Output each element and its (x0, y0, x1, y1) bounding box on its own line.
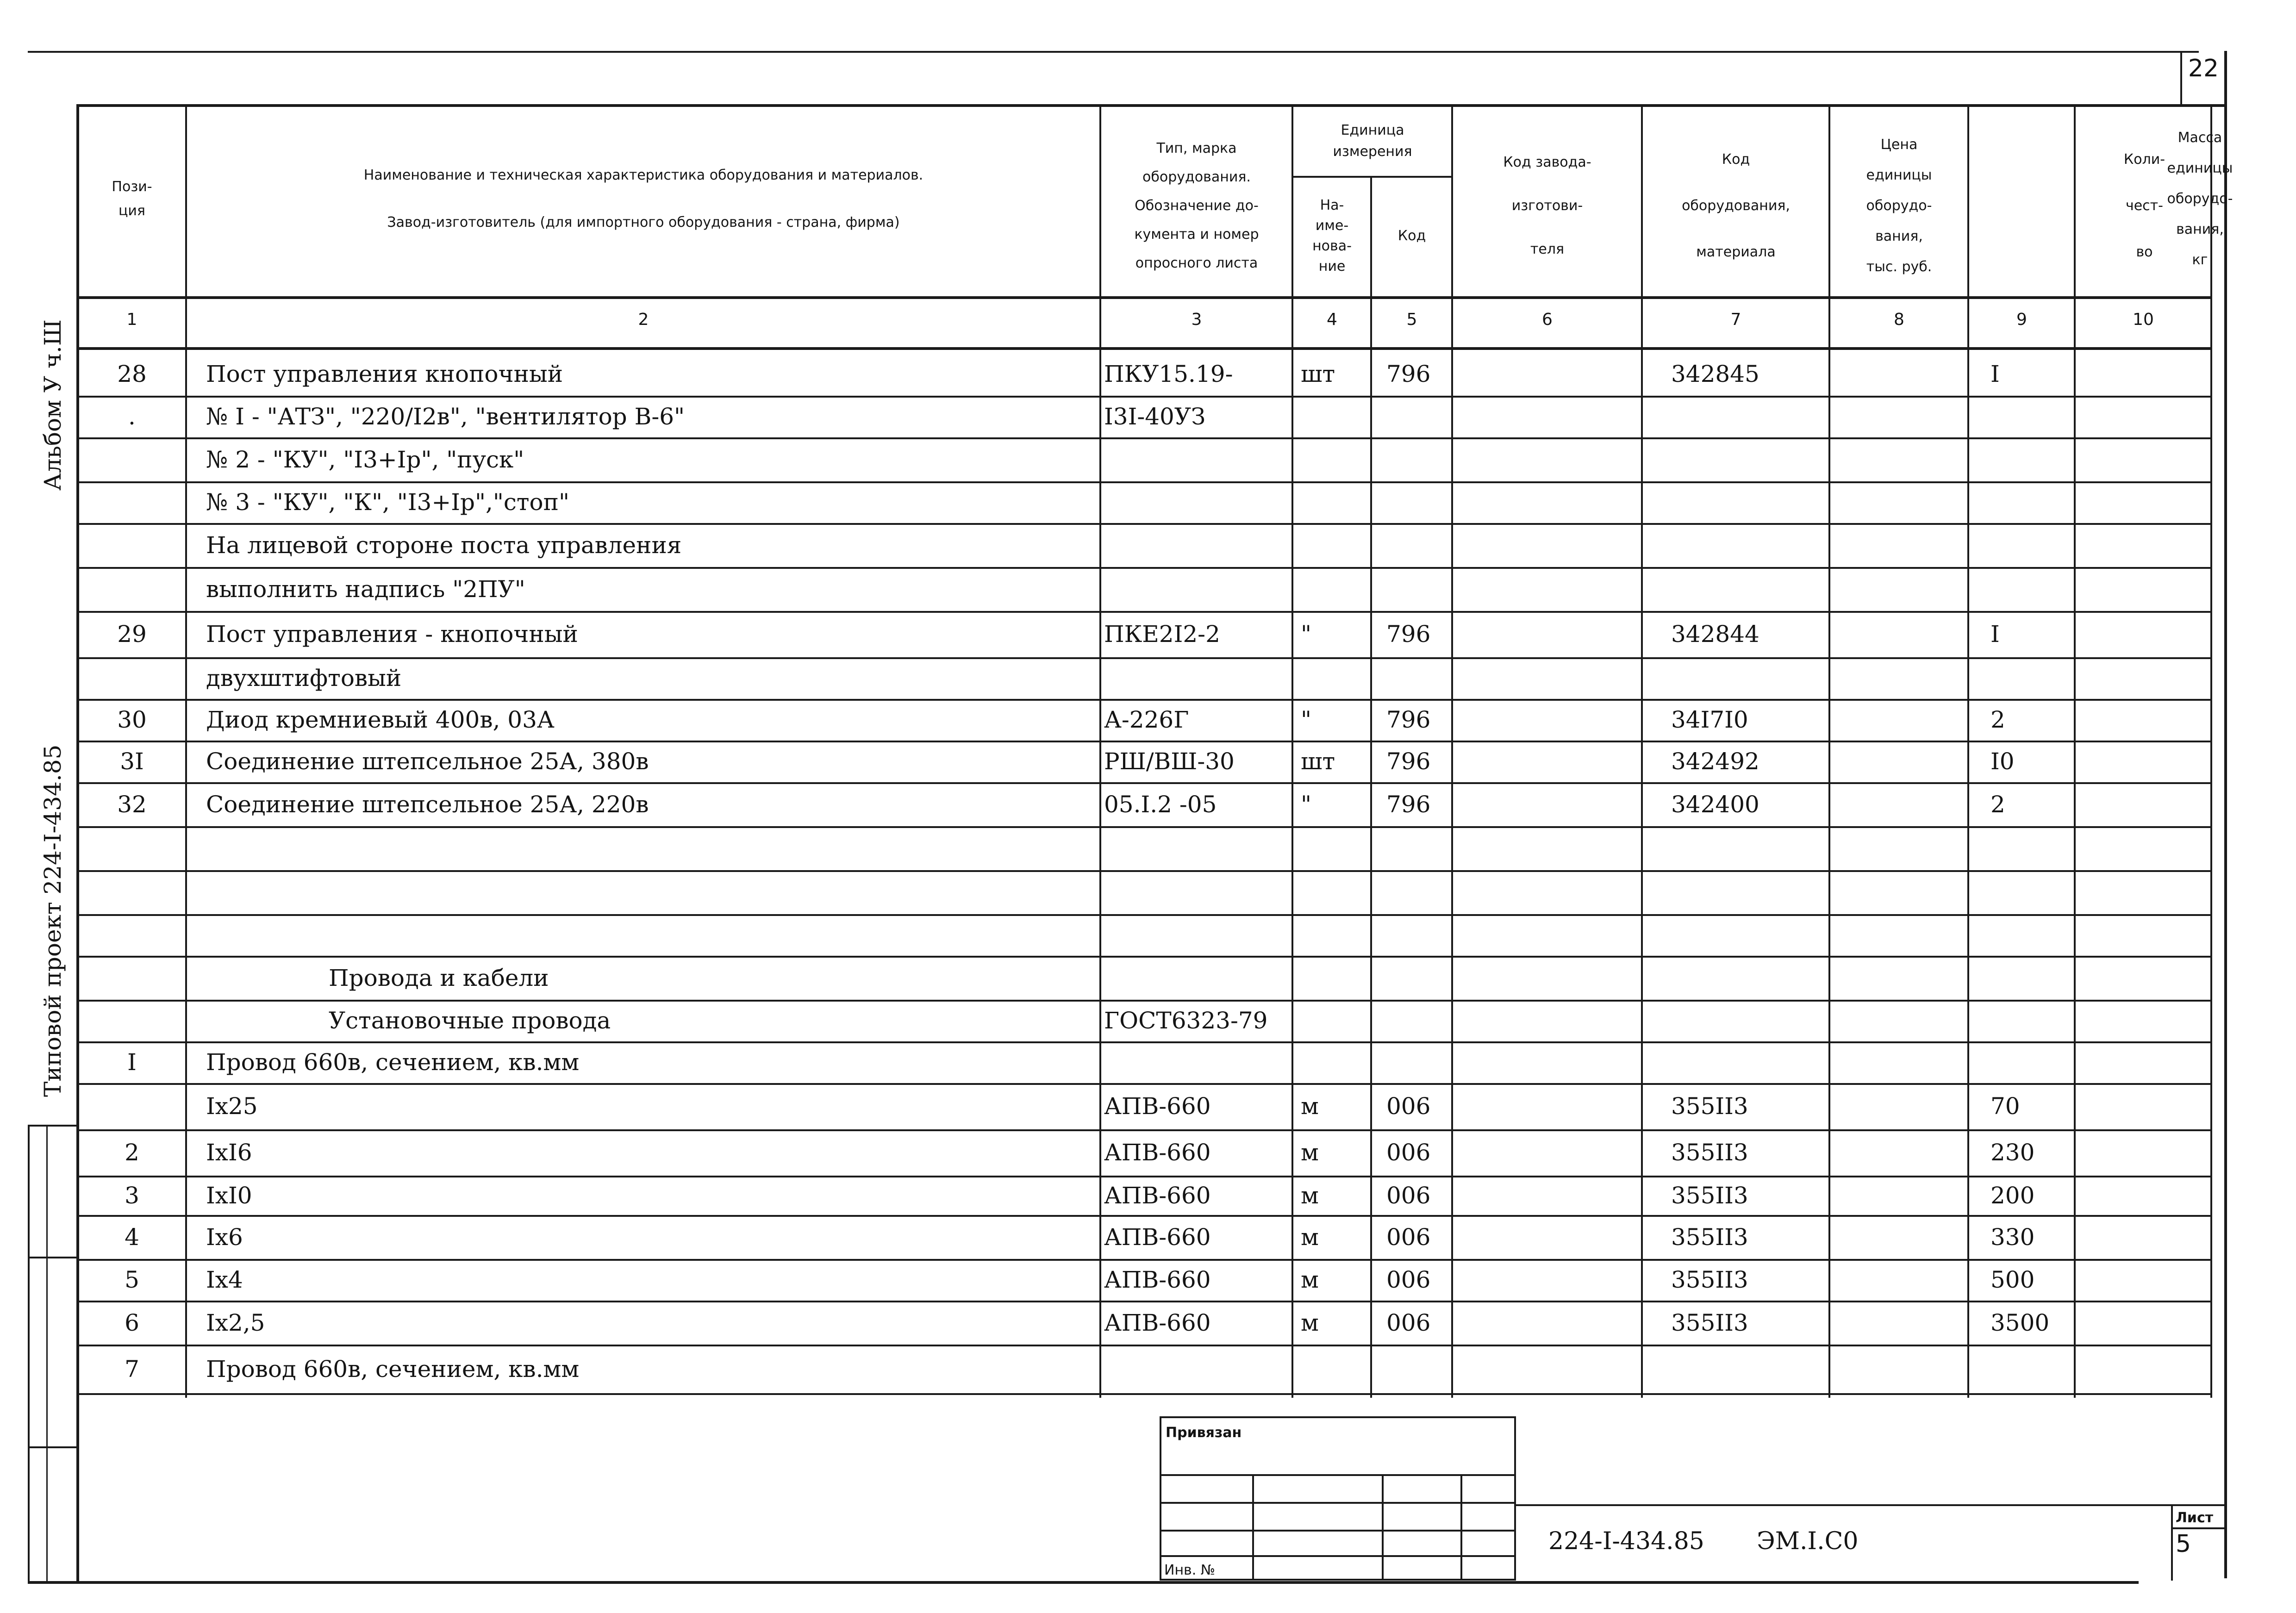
margin-stamp-line-2 (28, 1257, 76, 1258)
row-separator (76, 782, 2210, 784)
cell-name: Установочные провода (329, 1007, 611, 1034)
header-unit-name: На- име- нова- ние (1312, 197, 1352, 274)
cell-unit-name: шт (1301, 360, 1335, 387)
row-separator (76, 523, 2210, 525)
cell-type: РШ/ВШ-30 (1104, 748, 1235, 775)
stamp-doc-mark: ЭМ.I.С0 (1757, 1527, 1859, 1555)
row-separator (76, 567, 2210, 569)
cell-unit-code: 796 (1386, 706, 1431, 733)
cell-type: АПВ-660 (1104, 1223, 1211, 1251)
cell-position: I (127, 1049, 137, 1076)
col-number-10: 10 (2133, 310, 2154, 329)
cell-quantity: I (1990, 621, 2000, 648)
row-separator (76, 956, 2210, 958)
cell-unit-name: м (1301, 1309, 1319, 1336)
cell-quantity: 330 (1990, 1223, 2035, 1251)
cell-quantity: 500 (1990, 1266, 2035, 1293)
cell-name: IхI0 (206, 1182, 252, 1209)
row-separator (76, 1215, 2210, 1217)
cell-type: АПВ-660 (1104, 1093, 1211, 1120)
margin-stamp-line-3 (28, 1446, 76, 1448)
cell-unit-code: 796 (1386, 360, 1431, 387)
col-number-5: 5 (1406, 310, 1417, 329)
number-row-bottom (76, 347, 2210, 350)
cell-material-code: 355II3 (1671, 1182, 1748, 1209)
row-separator (76, 1393, 2210, 1395)
cell-position: 7 (125, 1355, 139, 1383)
cell-material-code: 34I7I0 (1671, 706, 1748, 733)
cell-name: Iх4 (206, 1266, 243, 1293)
stamp-sheet-divider (2171, 1504, 2173, 1581)
col-number-6: 6 (1542, 310, 1553, 329)
header-position: Пози- ция (112, 179, 152, 219)
row-separator (76, 1000, 2210, 1002)
cell-position: 32 (117, 791, 147, 818)
margin-stamp-inner (46, 1125, 48, 1583)
cell-unit-code: 006 (1386, 1266, 1431, 1293)
header-unit-group: Единица измерения (1333, 122, 1412, 160)
cell-position: . (128, 403, 136, 430)
cell-quantity: 200 (1990, 1182, 2035, 1209)
side-album-label: Альбом У ч.Ш (39, 319, 66, 491)
stamp-line-d (1160, 1555, 1516, 1557)
cell-unit-code: 796 (1386, 748, 1431, 775)
cell-unit-name: м (1301, 1139, 1319, 1166)
col-number-4: 4 (1327, 310, 1337, 329)
cell-name: № 2 - "КУ", "I3+Iр", "пуск" (206, 446, 524, 473)
cell-name: № 3 - "КУ", "К", "I3+Iр","стоп" (206, 489, 569, 516)
col-line-4 (1370, 176, 1372, 1398)
row-separator (76, 914, 2210, 916)
cell-name: Соединение штепсельное 25А, 380в (206, 748, 649, 775)
cell-quantity: 230 (1990, 1139, 2035, 1166)
row-separator (76, 657, 2210, 659)
cell-unit-name: шт (1301, 748, 1335, 775)
cell-unit-name: " (1301, 621, 1311, 648)
cell-unit-code: 796 (1386, 791, 1431, 818)
row-separator (76, 826, 2210, 828)
header-price: Цена единицы оборудо- вания, тыс. руб. (1866, 137, 1932, 275)
cell-position: 4 (125, 1223, 139, 1251)
row-separator (76, 1345, 2210, 1346)
stamp-vline-c (1460, 1474, 1462, 1581)
cell-material-code: 355II3 (1671, 1093, 1748, 1120)
cell-type: ГОСТ6323-79 (1104, 1007, 1268, 1034)
stamp-sheet-split (2171, 1527, 2224, 1529)
cell-position: 28 (117, 360, 147, 387)
cell-quantity: 3500 (1990, 1309, 2050, 1336)
cell-unit-name: м (1301, 1093, 1319, 1120)
header-material-code: Код оборудования, материала (1682, 151, 1790, 260)
stamp-inv-label: Инв. № (1164, 1562, 1216, 1578)
cell-type: АПВ-660 (1104, 1309, 1211, 1336)
cell-name: выполнить надпись "2ПУ" (206, 575, 525, 603)
cell-position: 3 (125, 1182, 139, 1209)
cell-material-code: 355II3 (1671, 1266, 1748, 1293)
table-top-border (76, 104, 2224, 107)
header-name-line1: Наименование и техническая характеристика оборудования и материалов. (363, 167, 923, 183)
row-separator (76, 437, 2210, 439)
cell-name: Пост управления кнопочный (206, 360, 563, 387)
col-number-2: 2 (638, 310, 649, 329)
margin-stamp-right (76, 1125, 78, 1583)
cell-name: Провода и кабели (329, 964, 549, 991)
cell-name: Iх6 (206, 1223, 243, 1251)
cell-quantity: 2 (1990, 706, 2005, 733)
cell-material-code: 355II3 (1671, 1139, 1748, 1166)
cell-material-code: 342844 (1671, 621, 1759, 648)
row-separator (76, 741, 2210, 742)
stamp-linked-label: Привязан (1166, 1425, 1242, 1441)
unit-group-split (1292, 176, 1451, 178)
row-separator (76, 699, 2210, 701)
cell-name: Провод 660в, сечением, кв.мм (206, 1049, 580, 1076)
sheet-number-top: 22 (2188, 55, 2219, 82)
col-number-9: 9 (2016, 310, 2027, 329)
cell-material-code: 342492 (1671, 748, 1759, 775)
row-separator (76, 396, 2210, 398)
header-mass: Масса единицы оборудо- вания, кг (2167, 130, 2233, 268)
cell-unit-name: м (1301, 1182, 1319, 1209)
cell-name: двухштифтовый (206, 665, 402, 691)
header-unit-code: Код (1398, 228, 1426, 244)
cell-unit-code: 006 (1386, 1093, 1431, 1120)
margin-stamp-line-1 (28, 1125, 76, 1127)
cell-name: Iх25 (206, 1093, 258, 1120)
header-quantity: Коли- чест- во (2123, 151, 2165, 260)
cell-material-code: 342400 (1671, 791, 1759, 818)
header-bottom (76, 296, 2210, 299)
row-separator (76, 1176, 2210, 1177)
cell-name: Iх2,5 (206, 1309, 265, 1336)
cell-position: 2 (125, 1139, 139, 1166)
row-separator (76, 611, 2210, 613)
stamp-vline-a (1252, 1474, 1254, 1581)
cell-unit-code: 006 (1386, 1223, 1431, 1251)
row-separator (76, 481, 2210, 483)
cell-position: 29 (117, 621, 147, 648)
stamp-line-c (1160, 1530, 1516, 1532)
stamp-sheet-label: Лист (2176, 1510, 2214, 1526)
cell-quantity: I0 (1990, 748, 2015, 775)
col-line-10 (2210, 104, 2212, 1398)
cell-type: 05.I.2 -05 (1104, 791, 1217, 818)
col-number-7: 7 (1730, 310, 1741, 329)
stamp-main-top (1516, 1504, 2224, 1506)
cell-type: I3I-40УЗ (1104, 403, 1206, 430)
cell-name: IхI6 (206, 1139, 252, 1166)
cell-unit-name: м (1301, 1266, 1319, 1293)
cell-unit-code: 006 (1386, 1139, 1431, 1166)
header-name-line2: Завод-изготовитель (для импортного оборудования - страна, фирма) (387, 214, 900, 230)
row-separator (76, 1129, 2210, 1131)
stamp-line-a (1160, 1474, 1516, 1476)
cell-type: ПКЕ2I2-2 (1104, 621, 1220, 648)
side-project-label: Типовой проект 224-I-434.85 (39, 744, 66, 1097)
cell-name: Пост управления - кнопочный (206, 621, 578, 648)
cell-name: № I - "АТЗ", "220/I2в", "вентилятор В-6" (206, 403, 685, 430)
col-number-1: 1 (126, 310, 137, 329)
top-rule (28, 51, 2199, 53)
cell-type: А-226Г (1104, 706, 1189, 733)
cell-unit-name: " (1301, 706, 1311, 733)
cell-name: Провод 660в, сечением, кв.мм (206, 1355, 580, 1383)
cell-position: 5 (125, 1266, 139, 1293)
row-separator (76, 870, 2210, 872)
stamp-sheet-value: 5 (2176, 1530, 2191, 1558)
cell-position: 6 (125, 1309, 139, 1336)
cell-position: 30 (117, 706, 147, 733)
cell-name: На лицевой стороне поста управления (206, 531, 682, 559)
col-number-8: 8 (1894, 310, 1904, 329)
header-name (187, 139, 1099, 259)
margin-stamp-left (28, 1125, 30, 1583)
cell-type: ПКУ15.19- (1104, 360, 1233, 387)
cell-type: АПВ-660 (1104, 1139, 1211, 1166)
sheet-box-left (2180, 51, 2182, 104)
cell-name: Диод кремниевый 400в, 03А (206, 706, 555, 733)
stamp-vline-b (1382, 1474, 1384, 1581)
row-separator (76, 1301, 2210, 1302)
cell-type: АПВ-660 (1104, 1182, 1211, 1209)
col-number-3: 3 (1191, 310, 1202, 329)
cell-unit-name: м (1301, 1223, 1319, 1251)
row-separator (76, 1083, 2210, 1085)
header-factory-code: Код завода- изготови- теля (1503, 154, 1591, 257)
stamp-line-b (1160, 1502, 1516, 1504)
cell-quantity: 2 (1990, 791, 2005, 818)
bottom-frame (28, 1581, 2139, 1584)
cell-unit-name: " (1301, 791, 1311, 818)
cell-material-code: 355II3 (1671, 1223, 1748, 1251)
row-separator (76, 1041, 2210, 1043)
cell-unit-code: 796 (1386, 621, 1431, 648)
cell-unit-code: 006 (1386, 1182, 1431, 1209)
cell-unit-code: 006 (1386, 1309, 1431, 1336)
header-type: Тип, марка оборудования. Обозначение до- кумента и номер опросного листа (1134, 140, 1259, 271)
cell-position: 3I (120, 748, 144, 775)
cell-type: АПВ-660 (1104, 1266, 1211, 1293)
cell-quantity: I (1990, 360, 2000, 387)
cell-quantity: 70 (1990, 1093, 2020, 1120)
stamp-doc-code: 224-I-434.85 (1548, 1527, 1704, 1555)
row-separator (76, 1259, 2210, 1261)
cell-material-code: 342845 (1671, 360, 1759, 387)
cell-material-code: 355II3 (1671, 1309, 1748, 1336)
cell-name: Соединение штепсельное 25А, 220в (206, 791, 649, 818)
